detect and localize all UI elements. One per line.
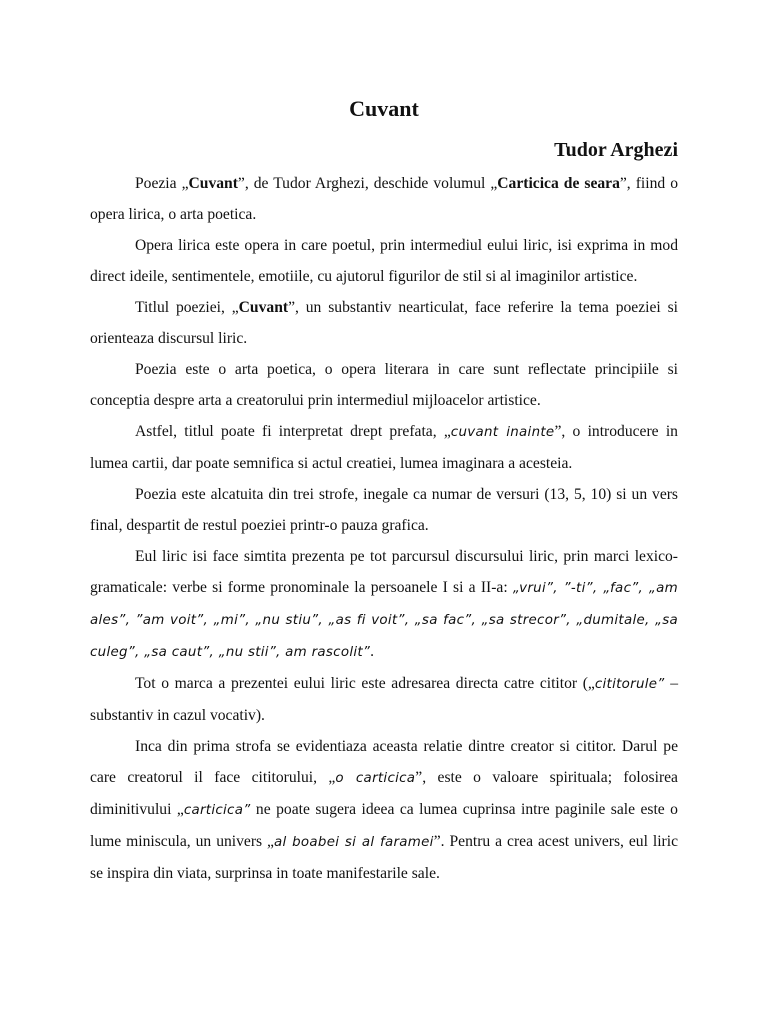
italic-text: cuvant inainte xyxy=(450,425,555,440)
text-run: Inca din prima strofa se evidentiaza aceasta relatie dintre creator si cititor. Darul pe care creatorul il face cititorului, „ xyxy=(90,738,678,786)
document-body xyxy=(90,168,678,889)
paragraph xyxy=(90,230,678,292)
document-title: Cuvant xyxy=(349,96,419,121)
text-run: ”, un substantiv nearticulat, face referire la tema poeziei si orienteaza discursul liric. xyxy=(90,299,678,347)
paragraph xyxy=(90,168,678,230)
text-run: Poezia este alcatuita din trei strofe, inegale ca numar de versuri (13, 5, 10) si un vers final, despartit de restul poeziei printr-o pauza grafica. xyxy=(90,486,678,534)
paragraph xyxy=(90,731,678,889)
text-run: ”, fiind o opera lirica, o arta poetica. xyxy=(90,175,678,223)
text-run: ”, o introducere in lumea cartii, dar poate semnifica si actul creatiei, lumea imaginara a acesteia. xyxy=(90,423,678,472)
text-run: ”. Pentru a crea acest univers, eul liric se inspira din viata, surprinsa in toate manifestarile sale. xyxy=(90,833,678,882)
text-run: ”, este o valoare spirituala; folosirea diminitivului „ xyxy=(90,769,678,818)
italic-text: al boabei si al faramei xyxy=(273,835,434,850)
text-run: Opera lirica este opera in care poetul, prin intermediul eului liric, isi exprima in mod direct ideile, sentimentele, emotiile, cu ajutorul figurilor de stil si al imaginilor artistice. xyxy=(90,237,678,285)
bold-text: Cuvant xyxy=(238,299,289,316)
paragraph xyxy=(90,416,678,479)
italic-text: o carticica xyxy=(335,771,416,786)
text-run: Eul liric isi face simtita prezenta pe tot parcursul discursului liric, prin marci lexico-gramaticale: verbe si forme pronominale la persoanele I si a II-a: xyxy=(90,548,678,596)
paragraph xyxy=(90,292,678,354)
text-run: ne poate sugera ideea ca lumea cuprinsa intre paginile sale este o lume miniscula, un univers „ xyxy=(90,801,678,850)
text-run: Poezia „ xyxy=(135,175,189,192)
document-author: Tudor Arghezi xyxy=(554,139,678,161)
paragraph xyxy=(90,354,678,416)
text-run: . xyxy=(370,643,375,660)
bold-text: Cuvant xyxy=(188,175,238,192)
italic-text: cititorule” xyxy=(594,677,665,692)
paragraph xyxy=(90,668,678,731)
text-run: – substantiv in cazul vocativ). xyxy=(90,675,678,724)
document-page xyxy=(90,92,678,889)
italic-text: carticica” xyxy=(183,803,251,818)
text-run: Tot o marca a prezentei eului liric este adresarea directa catre cititor („ xyxy=(135,675,595,692)
bold-text: Carticica de seara xyxy=(497,175,620,192)
italic-text: „vrui”, ”-ti”, „fac”, „am ales”, ”am voit”, „mi”, „nu stiu”, „as fi voit”, „sa fac”, „sa strecor”, „dumitale, „sa culeg”, „sa caut”, „nu stii”, am rascolit” xyxy=(90,581,678,660)
paragraph xyxy=(90,479,678,541)
text-run: Astfel, titlul poate fi interpretat drept prefata, „ xyxy=(135,423,451,440)
text-run: Poezia este o arta poetica, o opera literara in care sunt reflectate principiile si conceptia despre arta a creatorului prin intermediul mijloacelor artistice. xyxy=(90,361,678,409)
paragraph xyxy=(90,541,678,668)
text-run: Titlul poeziei, „ xyxy=(135,299,239,316)
text-run: ”, de Tudor Arghezi, deschide volumul „ xyxy=(237,175,498,192)
